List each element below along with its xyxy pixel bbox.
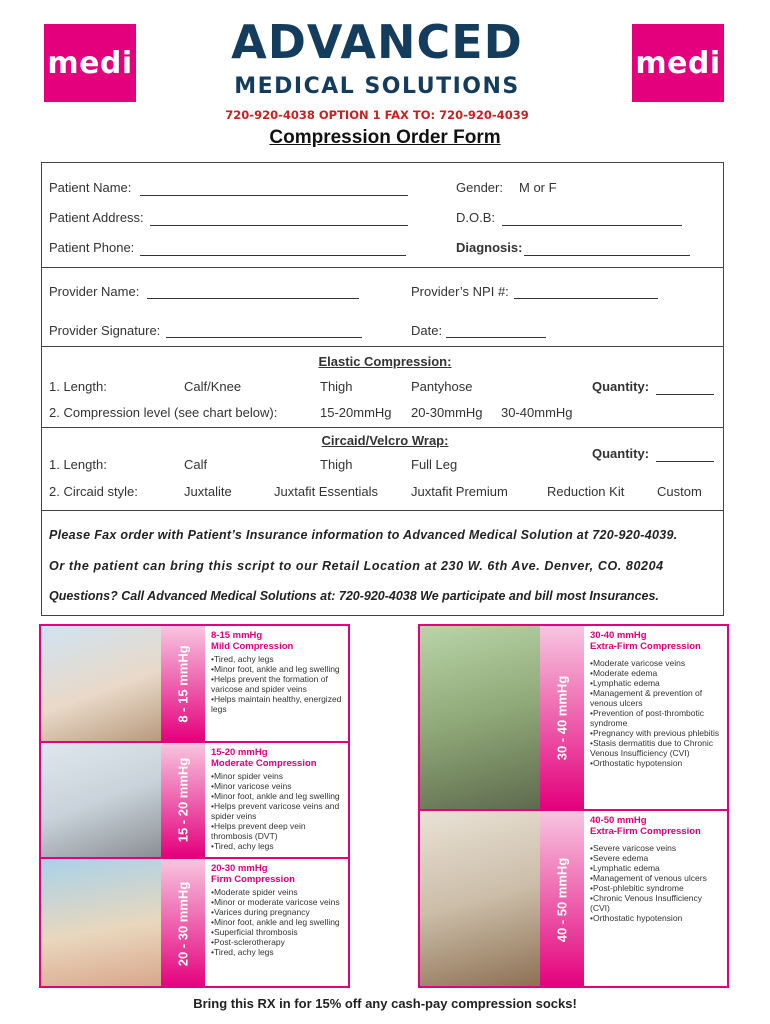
elastic-heading: Elastic Compression: <box>318 354 452 369</box>
band-15-20: 15 - 20 mmHg <box>161 743 205 857</box>
photo-woman-sock <box>420 811 540 988</box>
medi-logo-right: medi <box>632 24 724 102</box>
style-reduction-kit[interactable]: Reduction Kit <box>547 484 625 499</box>
circaid-length-calf[interactable]: Calf <box>184 457 208 472</box>
circaid-length-label: 1. Length: <box>49 457 107 472</box>
chart-row-8-15 <box>41 626 348 743</box>
photo-beach-family <box>41 859 161 988</box>
gender-label: Gender: <box>456 180 503 195</box>
elastic-length-calf-knee[interactable]: Calf/Knee <box>184 379 242 394</box>
chart-row-20-30 <box>41 859 348 988</box>
circaid-quantity-field[interactable] <box>656 461 714 462</box>
fax-line-3: Questions? Call Advanced Medical Solutions at: 720-920-4038 We participate and bill most Insurances. <box>49 589 659 603</box>
provider-name-field[interactable] <box>147 298 359 299</box>
circaid-style-label: 2. Circaid style: <box>49 484 138 499</box>
gender-options[interactable]: M or F <box>519 180 557 195</box>
dob-field[interactable] <box>502 225 682 226</box>
elastic-length-thigh[interactable]: Thigh <box>320 379 353 394</box>
patient-name-field[interactable] <box>140 195 408 196</box>
chart-text-40-50: 40-50 mmHg Extra-Firm Compression •Severe varicose veins •Severe edema •Lymphatic edema •Management of venous ulcers •Post-phlebitic syndrome •Chronic Venous Insufficiency (CVI) •Orthostatic hypotension <box>590 815 707 923</box>
provider-signature-label: Provider Signature: <box>49 323 161 338</box>
date-field[interactable] <box>446 337 546 338</box>
chart-text-20-30: 20-30 mmHg Firm Compression •Moderate spider veins •Minor or moderate varicose veins •Varices during pregnancy •Minor foot, ankle and leg swelling •Superficial thrombosis •Post-sclerotherapy •Tired, achy legs <box>211 863 340 957</box>
chart-text-15-20: 15-20 mmHg Moderate Compression •Minor spider veins •Minor varicose veins •Minor foot, ankle and leg swelling •Helps prevent varicose veins and spider veins •Helps prevent deep vein thrombosis (DVT) •Tired, achy legs <box>211 747 340 851</box>
elastic-length-label: 1. Length: <box>49 379 107 394</box>
patient-address-field[interactable] <box>150 225 408 226</box>
provider-npi-field[interactable] <box>514 298 658 299</box>
brand-name: ADVANCED <box>231 15 523 69</box>
provider-name-label: Provider Name: <box>49 284 140 299</box>
dob-label: D.O.B: <box>456 210 496 225</box>
footer-promo: Bring this RX in for 15% off any cash-pay compression socks! <box>193 996 577 1011</box>
band-30-40: 30 - 40 mmHg <box>540 626 584 809</box>
circaid-length-thigh[interactable]: Thigh <box>320 457 353 472</box>
photo-walking-women <box>41 626 161 741</box>
elastic-quantity-field[interactable] <box>656 394 714 395</box>
chart-text-8-15: 8-15 mmHg Mild Compression •Tired, achy legs •Minor foot, ankle and leg swelling •Helps prevent the formation of varicose and spider veins •Helps maintain healthy, energized legs <box>211 630 342 714</box>
style-juxtafit-premium[interactable]: Juxtafit Premium <box>411 484 508 499</box>
fax-line-1: Please Fax order with Patient’s Insurance information to Advanced Medical Solution at 720-920-4039. <box>49 528 678 542</box>
elastic-level-label: 2. Compression level (see chart below): <box>49 405 278 420</box>
band-20-30: 20 - 30 mmHg <box>161 859 205 988</box>
patient-phone-label: Patient Phone: <box>49 240 135 255</box>
patient-phone-field[interactable] <box>140 255 406 256</box>
compression-chart-left <box>39 624 350 988</box>
style-juxtafit-essentials[interactable]: Juxtafit Essentials <box>274 484 379 499</box>
style-juxtalite[interactable]: Juxtalite <box>184 484 232 499</box>
chart-row-30-40 <box>420 626 727 811</box>
patient-name-label: Patient Name: <box>49 180 132 195</box>
elastic-quantity-label: Quantity: <box>592 379 650 394</box>
provider-signature-field[interactable] <box>166 337 362 338</box>
compression-chart-right <box>418 624 729 988</box>
band-40-50: 40 - 50 mmHg <box>540 811 584 988</box>
photo-grandmother-child <box>420 626 540 809</box>
level-15-20[interactable]: 15-20mmHg <box>320 405 392 420</box>
circaid-quantity-label: Quantity: <box>592 446 650 461</box>
diagnosis-field[interactable] <box>524 255 690 256</box>
chart-row-15-20 <box>41 743 348 859</box>
form-title: Compression Order Form <box>269 127 501 148</box>
medi-logo-left: medi <box>44 24 136 102</box>
band-8-15: 8 - 15 mmHg <box>161 626 205 741</box>
circaid-length-full-leg[interactable]: Full Leg <box>411 457 458 472</box>
provider-npi-label: Provider’s NPI #: <box>411 284 509 299</box>
date-label: Date: <box>411 323 443 338</box>
level-20-30[interactable]: 20-30mmHg <box>411 405 483 420</box>
circaid-heading: Circaid/Velcro Wrap: <box>321 433 449 448</box>
chart-row-40-50 <box>420 811 727 988</box>
patient-address-label: Patient Address: <box>49 210 144 225</box>
level-30-40[interactable]: 30-40mmHg <box>501 405 573 420</box>
chart-text-30-40: 30-40 mmHg Extra-Firm Compression •Moderate varicose veins •Moderate edema •Lymphatic edema •Management & prevention of venous ulcers •Prevention of post-thrombotic syndrome •Pregnancy with previous phlebitis •Stasis dermatitis due to Chronic Venous Insufficiency (CVI) •Orthostatic hypotension <box>590 630 720 768</box>
diagnosis-label: Diagnosis: <box>456 240 523 255</box>
photo-businessman <box>41 743 161 857</box>
style-custom[interactable]: Custom <box>657 484 702 499</box>
brand-phone: 720-920-4038 OPTION 1 FAX TO: 720-920-4039 <box>225 108 529 122</box>
elastic-length-pantyhose[interactable]: Pantyhose <box>411 379 473 394</box>
fax-line-2: Or the patient can bring this script to our Retail Location at 230 W. 6th Ave. Denver, CO. 80204 <box>49 559 664 573</box>
brand-subtitle: MEDICAL SOLUTIONS <box>234 74 520 99</box>
